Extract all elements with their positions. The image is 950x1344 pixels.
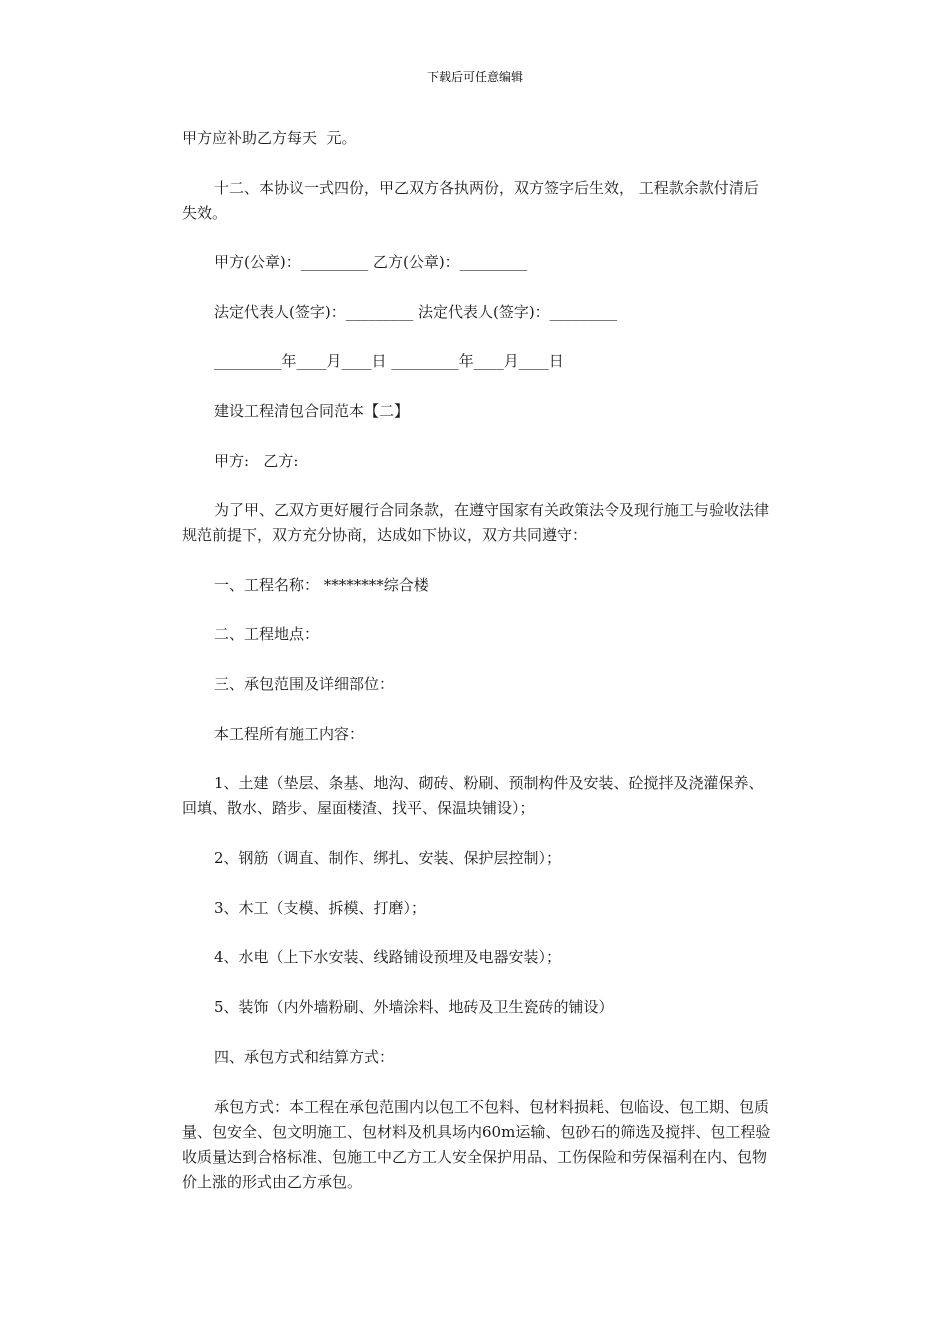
paragraph-scope-heading: 三、承包范围及详细部位： bbox=[214, 675, 395, 693]
paragraph-contract-method-heading: 四、承包方式和结算方式： bbox=[214, 1048, 395, 1066]
paragraph-clause-12: 十二、本协议一式四份，甲乙双方各执两份，双方签字后生效， 工程款余款付清后失效。 bbox=[182, 179, 759, 222]
paragraph-parties: 甲方: 乙方: bbox=[214, 452, 299, 470]
page-header: 下载后可任意编辑 bbox=[426, 70, 523, 84]
paragraph-project-name: 一、工程名称： ********综合楼 bbox=[214, 576, 429, 594]
list-item-civil: 1、土建（垫层、条基、地沟、砌砖、粉刷、预制构件及安装、砼搅拌及浇灌保养、回填、散水、踏步、屋面楼渣、找平、保温块铺设）； bbox=[182, 774, 764, 817]
paragraph-preamble: 为了甲、乙双方更好履行合同条款，在遵守国家有关政策法令及现行施工与验收法律规范前提下，双方充分协商，达成如下协议，双方共同遵守： bbox=[182, 501, 770, 544]
paragraph-contract-method: 承包方式：本工程在承包范围内以包工不包料、包材料损耗、包临设、包工期、包质量、包安全、包文明施工、包材料及机具场内60m运输、包砂石的筛选及搅拌、包工程验收质量达到合格标准、包施工中乙方工人安全保护用品、工伤保险和劳保福利在内、包物价上涨的形式由乙方承包。 bbox=[182, 1098, 771, 1191]
paragraph-subsidy: 甲方应补助乙方每天 元。 bbox=[182, 129, 357, 147]
list-item-rebar: 2、钢筋（调直、制作、绑扎、安装、保护层控制）； bbox=[214, 849, 562, 867]
paragraph-seal-line: 甲方(公章)：_________ 乙方(公章)：_________ bbox=[214, 253, 528, 271]
paragraph-date-line: _________年____月____日 _________年____月____日 bbox=[214, 352, 564, 370]
list-item-decoration: 5、装饰（内外墙粉刷、外墙涂料、地砖及卫生瓷砖的铺设） bbox=[214, 998, 614, 1016]
paragraph-representative-line: 法定代表人(签字)：_________ 法定代表人(签字)：_________ bbox=[214, 303, 618, 321]
paragraph-all-work: 本工程所有施工内容： bbox=[214, 725, 365, 743]
list-item-carpentry: 3、木工（支模、拆模、打磨）； bbox=[214, 899, 427, 917]
list-item-plumbing-electric: 4、水电（上下水安装、线路铺设预埋及电器安装）； bbox=[214, 948, 562, 966]
paragraph-project-location: 二、工程地点： bbox=[214, 625, 320, 643]
section-title: 建设工程清包合同范本【二】 bbox=[214, 402, 410, 420]
